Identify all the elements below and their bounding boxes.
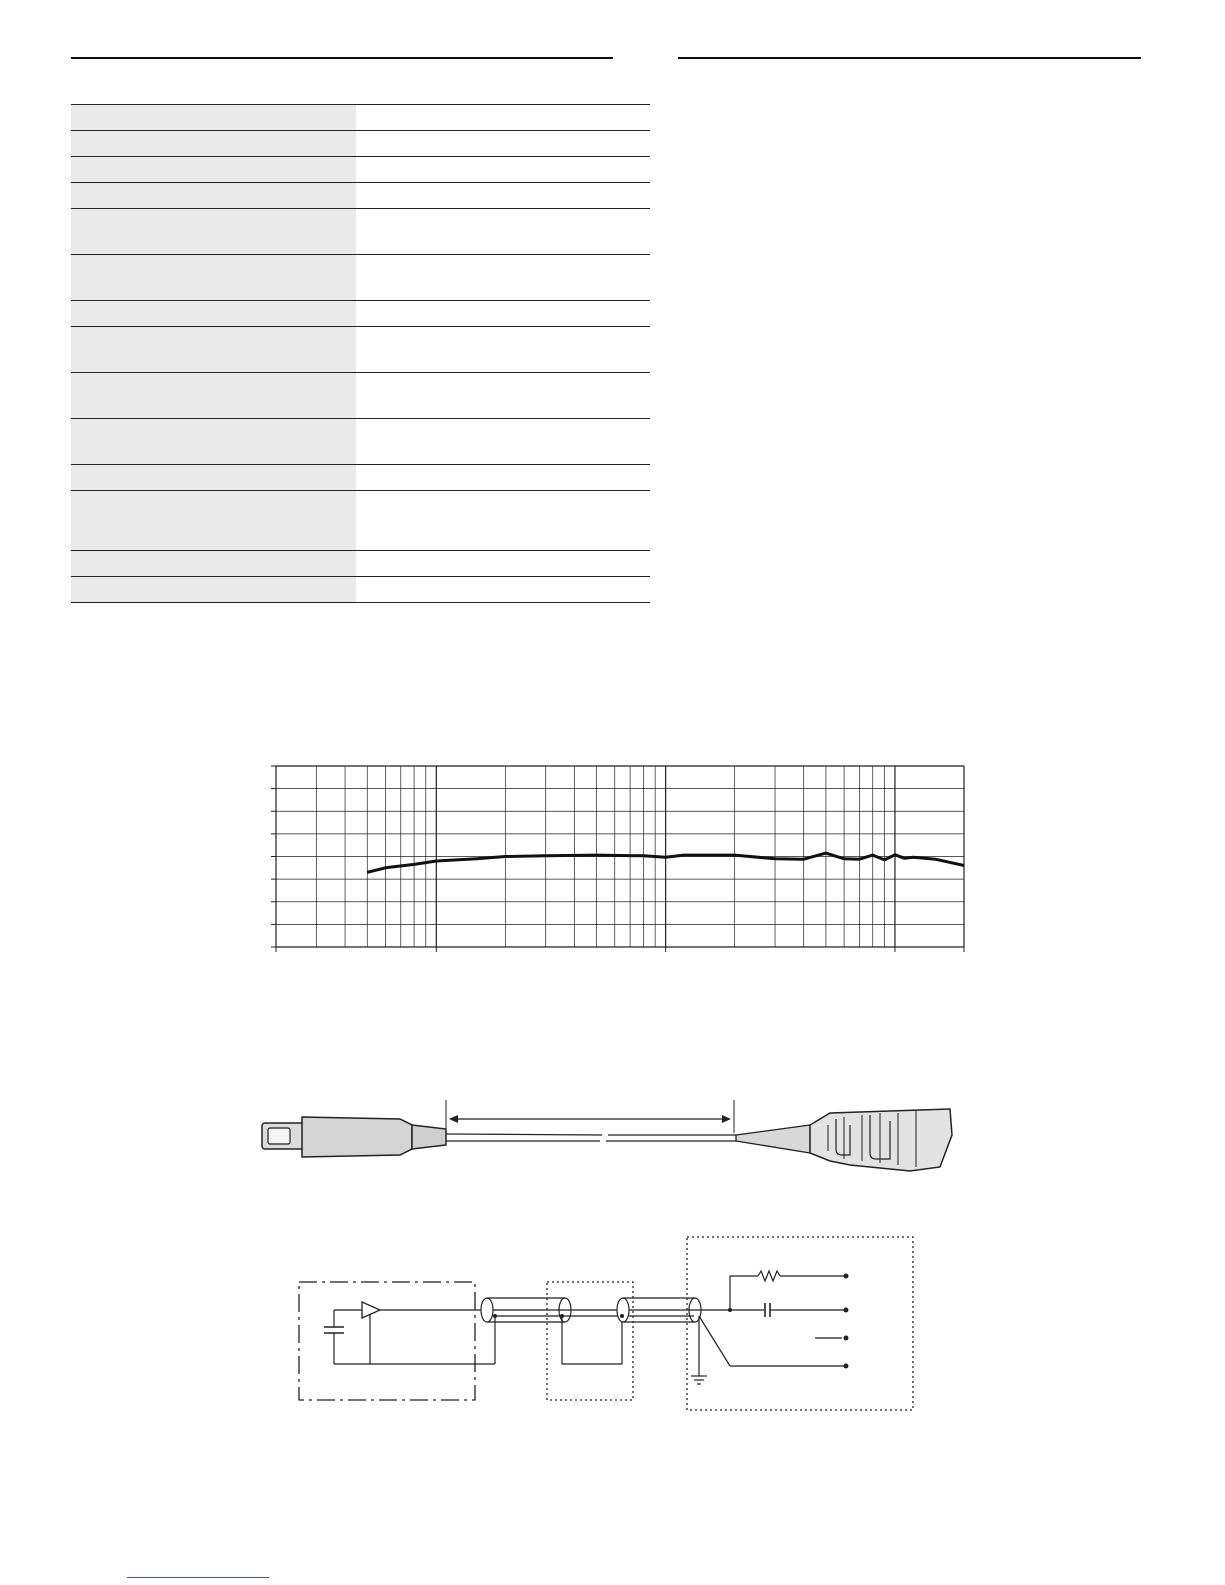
frequency-response-chart bbox=[262, 760, 982, 965]
left-column-rule bbox=[71, 57, 613, 59]
microphone-head bbox=[736, 1109, 952, 1171]
specifications-table bbox=[71, 104, 650, 603]
right-column-rule bbox=[678, 57, 1141, 59]
cable-illustration bbox=[250, 1095, 970, 1190]
spec-value-cell bbox=[356, 465, 650, 491]
spec-label-cell bbox=[71, 577, 356, 603]
capsule-capacitor-symbol bbox=[324, 1310, 495, 1364]
spec-row bbox=[71, 209, 650, 255]
spec-label-cell bbox=[71, 131, 356, 157]
spec-row bbox=[71, 419, 650, 465]
cable-length-marker bbox=[446, 1100, 734, 1133]
spec-value-cell bbox=[356, 183, 650, 209]
microphone-circuit-box bbox=[299, 1282, 475, 1400]
spec-row bbox=[71, 373, 650, 419]
spec-row bbox=[71, 131, 650, 157]
spec-label-cell bbox=[71, 551, 356, 577]
spec-row bbox=[71, 255, 650, 301]
spec-row bbox=[71, 105, 650, 131]
spec-label-cell bbox=[71, 157, 356, 183]
spec-value-cell bbox=[356, 105, 650, 131]
spec-label-cell bbox=[71, 301, 356, 327]
spec-row bbox=[71, 301, 650, 327]
spec-label-cell bbox=[71, 373, 356, 419]
spec-value-cell bbox=[356, 419, 650, 465]
spec-value-cell bbox=[356, 131, 650, 157]
spec-row bbox=[71, 491, 650, 551]
spec-row bbox=[71, 551, 650, 577]
spec-row bbox=[71, 183, 650, 209]
spec-value-cell bbox=[356, 577, 650, 603]
spec-value-cell bbox=[356, 551, 650, 577]
wiring-diagram bbox=[290, 1230, 920, 1420]
ground-symbol bbox=[691, 1316, 846, 1384]
spec-label-cell bbox=[71, 209, 356, 255]
spec-label-cell bbox=[71, 465, 356, 491]
ta4f-connector bbox=[262, 1117, 446, 1157]
spec-label-cell bbox=[71, 255, 356, 301]
spec-label-cell bbox=[71, 327, 356, 373]
receiver-input-box bbox=[687, 1237, 913, 1410]
shielded-cable-2 bbox=[617, 1298, 730, 1322]
spec-value-cell bbox=[356, 327, 650, 373]
spec-row bbox=[71, 577, 650, 603]
footer-link-underline[interactable] bbox=[127, 1577, 269, 1578]
shielded-cable-1 bbox=[481, 1298, 620, 1364]
spec-row bbox=[71, 465, 650, 491]
spec-value-cell bbox=[356, 373, 650, 419]
spec-value-cell bbox=[356, 491, 650, 551]
spec-label-cell bbox=[71, 491, 356, 551]
bias-network bbox=[728, 1271, 849, 1369]
spec-row bbox=[71, 157, 650, 183]
spec-value-cell bbox=[356, 157, 650, 183]
cable bbox=[446, 1134, 736, 1141]
spec-value-cell bbox=[356, 209, 650, 255]
spec-row bbox=[71, 327, 650, 373]
spec-label-cell bbox=[71, 105, 356, 131]
spec-value-cell bbox=[356, 301, 650, 327]
spec-value-cell bbox=[356, 255, 650, 301]
spec-label-cell bbox=[71, 419, 356, 465]
amplifier-symbol bbox=[362, 1302, 380, 1318]
spec-label-cell bbox=[71, 183, 356, 209]
